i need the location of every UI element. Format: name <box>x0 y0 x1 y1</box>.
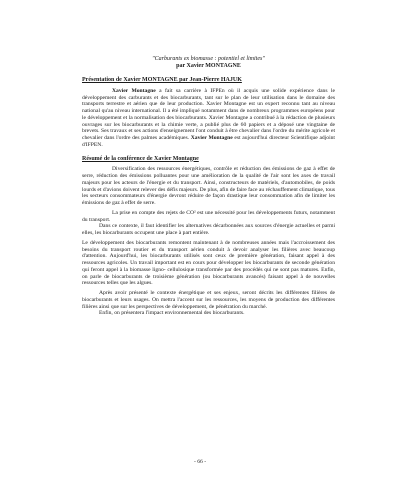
document-page <box>82 56 335 317</box>
resume-paragraph: La prise en compte des rejets de CO² est une nécessité pour les développements futurs, notamment du transport. <box>82 209 335 223</box>
presentation-heading: Présentation de Xavier MONTAGNE par Jean-Pierre HAJUK <box>82 77 242 83</box>
resume-paragraph: Dans ce contexte, il faut identifier les alternatives décarbonnées aux sources d'énergie actuelles et parmi elles, les biocarburants occupent une place à part entière. <box>82 223 335 236</box>
resume-paragraph: Le développement des biocarburants remontent maintenant à de nombreuses années mais l'accroissement des besoins du transport routier et du transport aérien conduit à devoir analyser les filières avec beaucoup d'attention. Aujourd'hui, les biocarburants utilisés sont ceux de première génération, faisant appel à des ressources agricoles. Un travail important est en cours pour développer les biocarburants de seconde génération qui feront appel à la biomasse ligno- cellulosique transformée par des procédés qui ne sont pas matures. Enfin, on parle de biocarburants de troisième génération (ou biocarburants avancés) faisant appel à de nouvelles ressources telles que les algues. <box>82 239 335 287</box>
page-number: - 66 - <box>193 459 207 465</box>
document-header <box>82 56 335 70</box>
speaker-name-repeat: Xavier Montagne <box>190 135 233 141</box>
resume-paragraph: Enfin, on présentera l'impact environnemental des biocarburants. <box>99 310 245 317</box>
conference-author: par Xavier MONTAGNE <box>176 63 241 69</box>
presentation-paragraph <box>82 88 335 149</box>
resume-paragraph: Diversification des ressources énergétiques, contrôle et réduction des émissions de gaz à effet de serre, réduction des émissions polluantes pour une amélioration de la qualité de l'air sont les axes de travail majeurs pour les acteurs de l'énergie et du transport. Ainsi, constructeurs de matériels, d'automobiles, de poids lourds et d'avions doivent relever des défis majeurs. De plus, afin de faire face au réchauffement climatique, tous les secteurs consommateurs d'énergie devront réduire de façon drastique leur consommation afin de limiter les émissions de gaz à effet de serre. <box>82 166 335 206</box>
resume-heading: Résumé de la conférence de Xavier Montagne <box>82 155 199 162</box>
conference-title: "Carburants ex biomasse : potentiel et limites" <box>152 56 265 62</box>
presentation-text-end: est aujourd'hui directeur Scientifique adjoint d'IFPEN. <box>82 135 335 148</box>
presentation-text: a fait sa carrière à IFPEn où il acquis une solide expérience dans le développement des carburants et des biocarburants, tant sur le plan de leur utilisation dans le domaine des transports terrestre et aérien que de leur production. Xavier Montagne est un expert reconnu tant au niveau national qu'au niveau international. Il a été impliqué notamment dans de nombreux programmes européens pour le développement et la normalisation des biocarburants. Xavier Montagne a contribué à la rédaction de plusieurs ouvrages sur les biocarburants et la chimie verte, a publié plus de 60 papiers et a déposé une vingtaine de brevets. Ses travaux et ses actions d'enseignement l'ont conduit à être chevalier dans l'ordre du mérite agricole et chevalier dans l'ordre des palmes académiques. <box>82 87 335 141</box>
speaker-name: Xavier Montagne <box>112 87 156 94</box>
resume-paragraph: Après avoir présenté le contexte énergétique et ses enjeux, seront décrits les différentes filières de biocarburants et leurs usages. On mettra l'accent sur les ressources, les moyens de production des différentes filières ainsi que sur les perspectives de développement, de pénétration du marché. <box>82 290 335 310</box>
